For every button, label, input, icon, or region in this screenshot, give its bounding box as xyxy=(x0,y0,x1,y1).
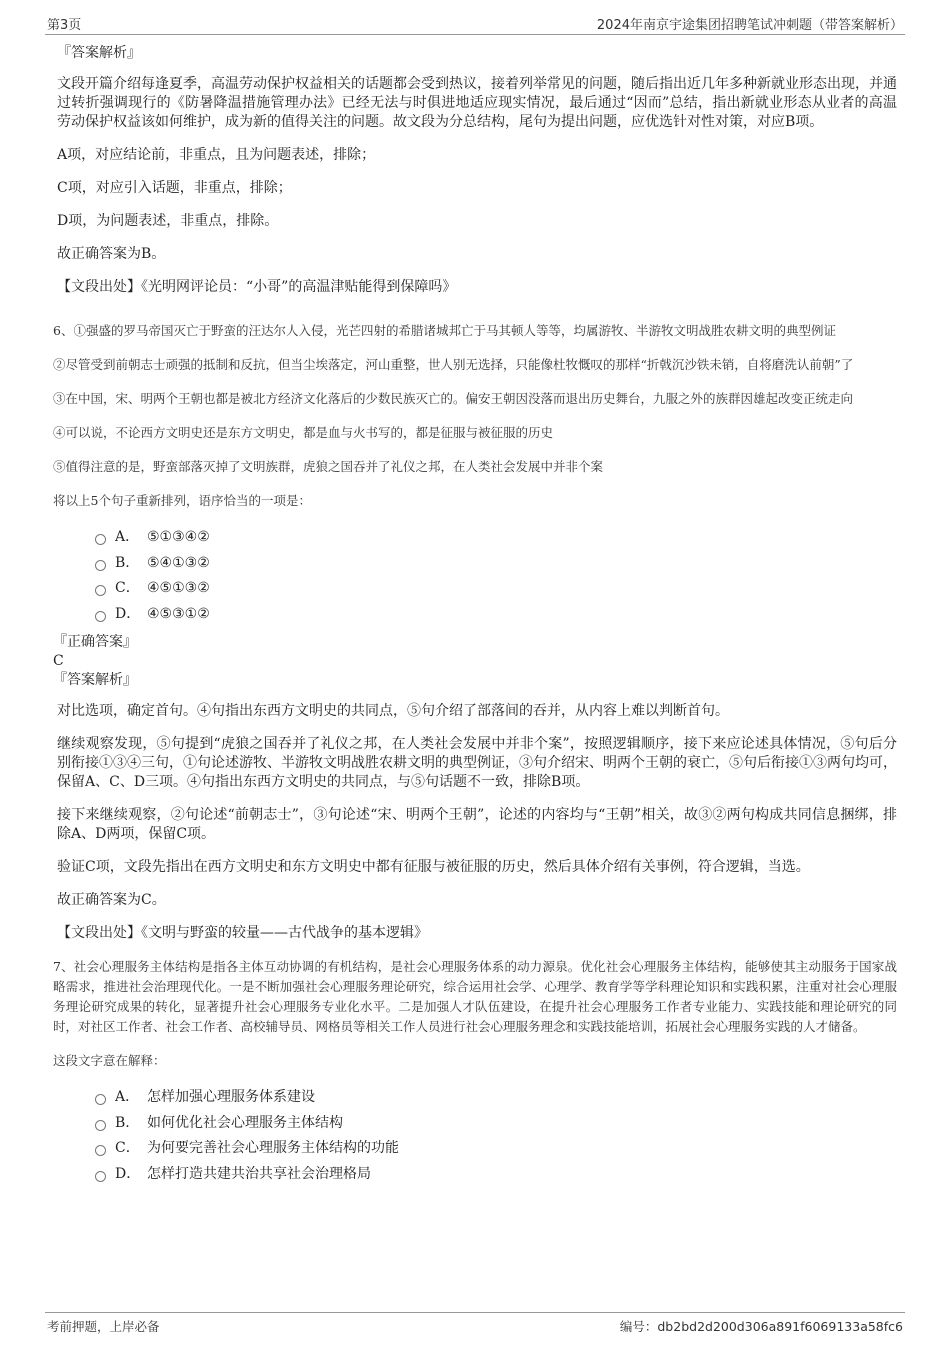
radio-icon[interactable] xyxy=(95,611,106,622)
question-prompt: 这段文字意在解释： xyxy=(53,1053,166,1068)
option-list xyxy=(95,525,897,627)
question-sentence: ⑤值得注意的是，野蛮部落灭掉了文明族群，虎狼之国吞并了礼仪之邦，在人类社会发展中并非个案 xyxy=(53,459,604,474)
page-footer xyxy=(45,1312,905,1337)
option-c[interactable]: C． 为何要完善社会心理服务主体结构的功能 xyxy=(95,1136,897,1162)
correct-answer: C xyxy=(53,653,64,669)
question-sentence: 6、①强盛的罗马帝国灭亡于野蛮的汪达尔人入侵，光芒四射的希腊诸城邦亡于马其顿人等等，均属游牧、半游牧文明战胜农耕文明的典型例证 xyxy=(53,323,836,338)
radio-icon[interactable] xyxy=(95,1145,106,1156)
analysis-paragraph: 接下来继续观察，②句论述“前朝志士”，③句论述“宋、明两个王朝”，论述的内容均与“王朝”相关，故③②两句构成共同信息捆绑，排除A、D两项，保留C项。 xyxy=(57,807,897,842)
answer-tag: 『正确答案』 xyxy=(53,634,137,650)
analysis-tag: 『答案解析』 xyxy=(53,672,137,688)
analysis-paragraph: 对比选项，确定首句。④句指出东西方文明史的共同点，⑤句介绍了部落间的吞并，从内容上难以判断首句。 xyxy=(57,703,729,719)
question-stem: 7、社会心理服务主体结构是指各主体互动协调的有机结构，是社会心理服务体系的动力源泉。优化社会心理服务主体结构，能够使其主动服务于国家战略需求，推进社会治理现代化。一是不断加强社会心理服务理论研究，综合运用社会学、心理学、教育学等学科理论知识和实践积累，注重对社会心理服务理论研究成果的转化，显著提升社会心理服务专业化水平。二是加强人才队伍建设，在提升社会心理服务工作者专业能力、实践技能和理论研究的同时，对社区工作者、社会工作者、高校辅导员、网格员等相关工作人员进行社会心理服务理念和实践技能培训，拓展社会心理服务实践的人才储备。 xyxy=(53,959,897,1034)
analysis-paragraph: 验证C项，文段先指出在西方文明史和东方文明史中都有征服与被征服的历史，然后具体介绍有关事例，符合逻辑，当选。 xyxy=(57,859,810,875)
document-title: 2024年南京宇途集团招聘笔试冲刺题（带答案解析） xyxy=(596,18,903,33)
analysis-paragraph: 继续观察发现，⑤句提到“虎狼之国吞并了礼仪之邦，在人类社会发展中并非个案”，按照逻辑顺序，接下来应论述具体情况，⑤句后分别衔接①③④三句，①句论述游牧、半游牧文明战胜农耕文明的典型例证，③句介绍宋、明两个王朝的衰亡，⑤句后衔接①③两句均可，保留A、C、D三项。④句指出东西方文明史的共同点，与⑤句话题不一致，排除B项。 xyxy=(57,736,897,790)
option-a[interactable]: A． 怎样加强心理服务体系建设 xyxy=(95,1085,897,1111)
radio-icon[interactable] xyxy=(95,1094,106,1105)
radio-icon[interactable] xyxy=(95,534,106,545)
option-a[interactable]: A． ⑤①③④② xyxy=(95,525,897,551)
analysis-paragraph: A项，对应结论前，非重点，且为问题表述，排除； xyxy=(57,147,376,163)
option-d[interactable]: D． 怎样打造共建共治共享社会治理格局 xyxy=(95,1162,897,1188)
page-content xyxy=(53,44,897,1193)
option-b[interactable]: B. ⑤④①③② xyxy=(95,551,897,577)
question-sentence: ④可以说，不论西方文明史还是东方文明史，都是血与火书写的，都是征服与被征服的历史 xyxy=(53,425,554,440)
radio-icon[interactable] xyxy=(95,560,106,571)
question-sentence: ②尽管受到前朝志士顽强的抵制和反抗，但当尘埃落定，河山重整，世人别无选择，只能像杜牧慨叹的那样“折戟沉沙铁未销，自将磨洗认前朝”了 xyxy=(53,357,854,372)
page-number: 第3页 xyxy=(47,18,82,33)
code-label: 编号： xyxy=(619,1319,658,1334)
document-code xyxy=(620,1317,903,1335)
option-b[interactable]: B. 如何优化社会心理服务主体结构 xyxy=(95,1111,897,1137)
analysis-tag: 『答案解析』 xyxy=(57,45,141,61)
analysis-paragraph: 故正确答案为B。 xyxy=(57,246,166,262)
question-sentence: ③在中国，宋、明两个王朝也都是被北方经济文化落后的少数民族灭亡的。偏安王朝因没落而退出历史舞台，九服之外的族群因雄起改变正统走向 xyxy=(53,391,854,406)
passage-source: 【文段出处】《文明与野蛮的较量——古代战争的基本逻辑》 xyxy=(57,925,428,941)
radio-icon[interactable] xyxy=(95,1120,106,1131)
question-prompt: 将以上5个句子重新排列，语序恰当的一项是： xyxy=(53,493,311,508)
option-c[interactable]: C． ④⑤①③② xyxy=(95,576,897,602)
footer-slogan: 考前押题，上岸必备 xyxy=(47,1319,160,1334)
analysis-paragraph: C项，对应引入话题，非重点，排除； xyxy=(57,180,292,196)
page-header xyxy=(45,12,905,35)
option-list xyxy=(95,1085,897,1187)
radio-icon[interactable] xyxy=(95,1171,106,1182)
analysis-paragraph: D项，为问题表述，非重点，排除。 xyxy=(57,213,279,229)
radio-icon[interactable] xyxy=(95,585,106,596)
option-d[interactable]: D． ④⑤③①② xyxy=(95,602,897,628)
code-value: db2bd2d200d306a891f6069133a58fc6 xyxy=(657,1319,903,1334)
passage-source: 【文段出处】《光明网评论员：“小哥”的高温津贴能得到保障吗》 xyxy=(57,279,457,295)
analysis-paragraph: 故正确答案为C。 xyxy=(57,892,166,908)
analysis-paragraph: 文段开篇介绍每逢夏季，高温劳动保护权益相关的话题都会受到热议，接着列举常见的问题，随后指出近几年多种新就业形态出现，并通过转折强调现行的《防暑降温措施管理办法》已经无法与时俱进地适应现实情况，最后通过“因而”总结，指出新就业形态从业者的高温劳动保护权益该如何维护，成为新的值得关注的问题。故文段为分总结构，尾句为提出问题，应优选针对性对策，对应B项。 xyxy=(57,76,897,130)
